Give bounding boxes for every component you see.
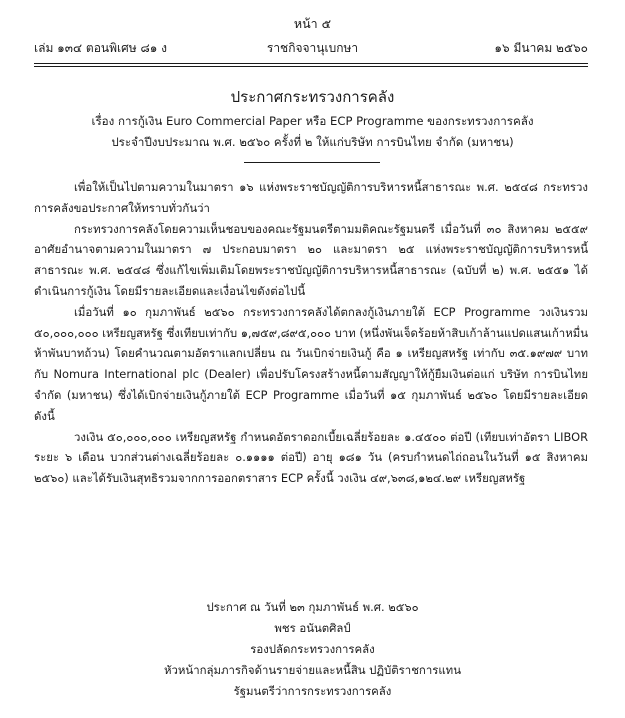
signer-name: พชร อนันตศิลป์ bbox=[274, 621, 351, 635]
paragraph-loan-details: เมื่อวันที่ ๑๐ กุมภาพันธ์ ๒๕๖๐ กระทรวงการคลังได้ตกลงกู้เงินภายใต้ ECP Programme วงเงินรวม ๕๐,๐๐๐,๐๐๐ เหรียญสหรัฐ ซึ่งเทียบเท่ากับ ๑,๗๕๙,๘๙๕,๐๐๐ บาท (หนึ่งพันเจ็ดร้อยห้าสิบเก้าล้านแปดแสนเก้าหมื่นห้าพันบาทถ้วน) โดยคำนวณตามอัตราแลกเปลี่ยน ณ วันเบิกจ่ายเงินกู้ คือ ๑ เหรียญสหรัฐ เท่ากับ ๓๕.๑๙๗๙ บาท กับ Nomura International plc (Dealer) เพื่อปรับโครงสร้างหนี้ตามสัญญาให้กู้ยืมเงินต่อแก่ บริษัท การบินไทย จำกัด (มหาชน) ซึ่งได้เบิกจ่ายเงินกู้ภายใต้ ECP Programme เมื่อวันที่ ๑๕ กุมภาพันธ์ ๒๕๖๐ โดยมีรายละเอียด ดังนี้ bbox=[34, 304, 588, 423]
publication-date: ๑๖ มีนาคม ๒๕๖๐ bbox=[494, 41, 588, 55]
paragraph-terms: วงเงิน ๕๐,๐๐๐,๐๐๐ เหรียญสหรัฐ กำหนดอัตราดอกเบี้ยเฉลี่ยร้อยละ ๑.๔๕๐๐ ต่อปี (เทียบเท่าอัตรา LIBOR ระยะ ๖ เดือน บวกส่วนต่างเฉลี่ยร้อยละ ๐.๑๑๑๑ ต่อปี) อายุ ๑๘๑ วัน (ครบกำหนดไถ่ถอนในวันที่ ๑๕ สิงหาคม ๒๕๖๐) และได้รับเงินสุทธิรวมจากการออกตราสาร ECP ครั้งนี้ วงเงิน ๔๙,๖๓๘,๑๒๔.๒๙ เหรียญสหรัฐ bbox=[34, 429, 588, 486]
acting-for-line-1: หัวหน้ากลุ่มภารกิจด้านรายจ่ายและหนี้สิน ปฏิบัติราชการแทน bbox=[164, 663, 461, 677]
subject-line-2: ประจำปีงบประมาณ พ.ศ. ๒๕๖๐ ครั้งที่ ๒ ให้แก่บริษัท การบินไทย จำกัด (มหาชน) bbox=[111, 135, 514, 149]
announced-date: ประกาศ ณ วันที่ ๒๓ กุมภาพันธ์ พ.ศ. ๒๕๖๐ bbox=[206, 600, 419, 614]
paragraph-preamble: เพื่อให้เป็นไปตามความในมาตรา ๑๖ แห่งพระราชบัญญัติการบริหารหนี้สาธารณะ พ.ศ. ๒๕๔๘ กระทรวงการคลังขอประกาศให้ทราบทั่วกันว่า bbox=[34, 180, 588, 215]
paragraph-authority: กระทรวงการคลังโดยความเห็นชอบของคณะรัฐมนตรีตามมติคณะรัฐมนตรี เมื่อวันที่ ๓๐ สิงหาคม ๒๕๕๙ อาศัยอำนาจตามความในมาตรา ๗ ประกอบมาตรา ๒๐ และมาตรา ๒๕ แห่งพระราชบัญญัติการบริหารหนี้สาธารณะ พ.ศ. ๒๕๔๘ ซึ่งแก้ไขเพิ่มเติมโดยพระราชบัญญัติการบริหารหนี้สาธารณะ (ฉบับที่ ๒) พ.ศ. ๒๕๕๑ ได้ดำเนินการกู้เงิน โดยมีรายละเอียดและเงื่อนไขดังต่อไปนี้ bbox=[34, 221, 588, 298]
header-rule-thin bbox=[34, 66, 588, 67]
signature-block bbox=[0, 597, 625, 702]
announcement-title: ประกาศกระทรวงการคลัง bbox=[230, 88, 395, 106]
gazette-name: ราชกิจจานุเบกษา bbox=[266, 41, 359, 55]
subject-line-1: เรื่อง การกู้เงิน Euro Commercial Paper หรือ ECP Programme ของกระทรวงการคลัง bbox=[91, 114, 534, 128]
announcement-body bbox=[34, 177, 588, 489]
volume-info: เล่ม ๑๓๔ ตอนพิเศษ ๘๑ ง bbox=[34, 41, 168, 55]
header-rule-thick bbox=[34, 63, 588, 64]
signer-position: รองปลัดกระทรวงการคลัง bbox=[250, 642, 375, 656]
title-divider bbox=[244, 162, 380, 163]
page-number: หน้า ๕ bbox=[293, 16, 332, 31]
acting-for-line-2: รัฐมนตรีว่าการกระทรวงการคลัง bbox=[233, 684, 392, 698]
